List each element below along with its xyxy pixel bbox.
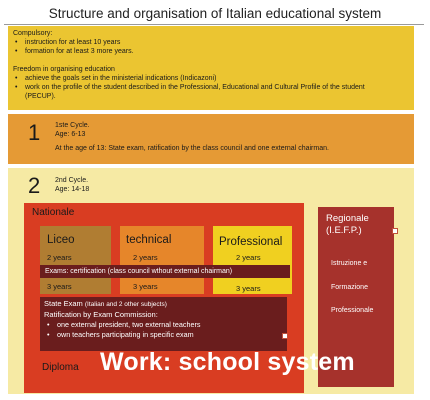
technical-title: technical [126,234,172,246]
regionale-item: Professionale [331,307,374,314]
freedom-item [13,83,409,101]
commission-item: • own teachers participating in specific exam [44,330,283,340]
professional-years-second: 3 years [236,284,261,293]
compulsory-item: • formation for at least 3 more years. [13,47,409,56]
state-exam-title-note: (Italian and 2 other subjects) [84,301,167,308]
ratification-label: Ratification by Exam Commission: [44,310,158,319]
freedom-heading: Freedom in organising education [13,66,115,73]
regionale-title-line1: Regionale [326,213,369,224]
regionale-item: Formazione [331,284,368,291]
cycle1-note: At the age of 13: State exam, ratification by the class council and one external chairman. [55,145,329,152]
cycle2-number: 2 [28,173,41,198]
freedom-item-text-cont: (PECUP). [25,93,56,100]
title-divider [4,24,424,25]
compulsory-box [8,26,414,110]
freedom-list [13,74,409,101]
regionale-item: Istruzione e [331,260,368,267]
exams-certification-bar: Exams: certification (class council wthout external chairman) [40,265,290,278]
technical-years-first: 2 years [133,253,158,262]
technical-years-second: 3 years [133,282,158,291]
cycle1-label: 1ste Cycle. [55,122,90,129]
professional-years-first: 2 years [236,253,261,262]
watermark-caption: Work: school system [100,348,355,376]
regionale-title-line2: (I.E.F.P.) [326,225,362,236]
state-exam-marker [282,333,288,339]
compulsory-list [13,38,409,56]
compulsory-item: • instruction for at least 10 years [13,38,409,47]
cycle1-number: 1 [28,120,41,145]
cycle2-age: Age: 14-18 [55,186,90,193]
freedom-item: • achieve the goals set in the ministerial indications (Indicazoni) [13,74,409,83]
professional-title: Professional [219,236,283,248]
liceo-years-second: 3 years [47,282,72,291]
cycle1-age: Age: 6-13 [55,131,86,138]
cycle2-label: 2nd Cycle. [55,177,89,184]
liceo-title: Liceo [47,234,75,246]
state-exam-box [40,297,287,351]
commission-list [44,320,283,340]
state-exam-title: State Exam [44,299,83,308]
compulsory-heading: Compulsory: [13,30,53,37]
commission-item: • one external president, two external teachers [44,320,283,330]
diagram-title: Structure and organisation of Italian educational system [48,6,382,21]
regionale-marker [392,228,398,234]
nationale-label: Nationale [32,207,75,218]
regionale-title [326,213,369,237]
liceo-years-first: 2 years [47,253,72,262]
state-exam-heading [44,299,283,310]
freedom-item-text: work on the profile of the student described in the Professional, Educational and Cultural Profile of the student [25,84,365,91]
diploma-label: Diploma [42,362,79,373]
